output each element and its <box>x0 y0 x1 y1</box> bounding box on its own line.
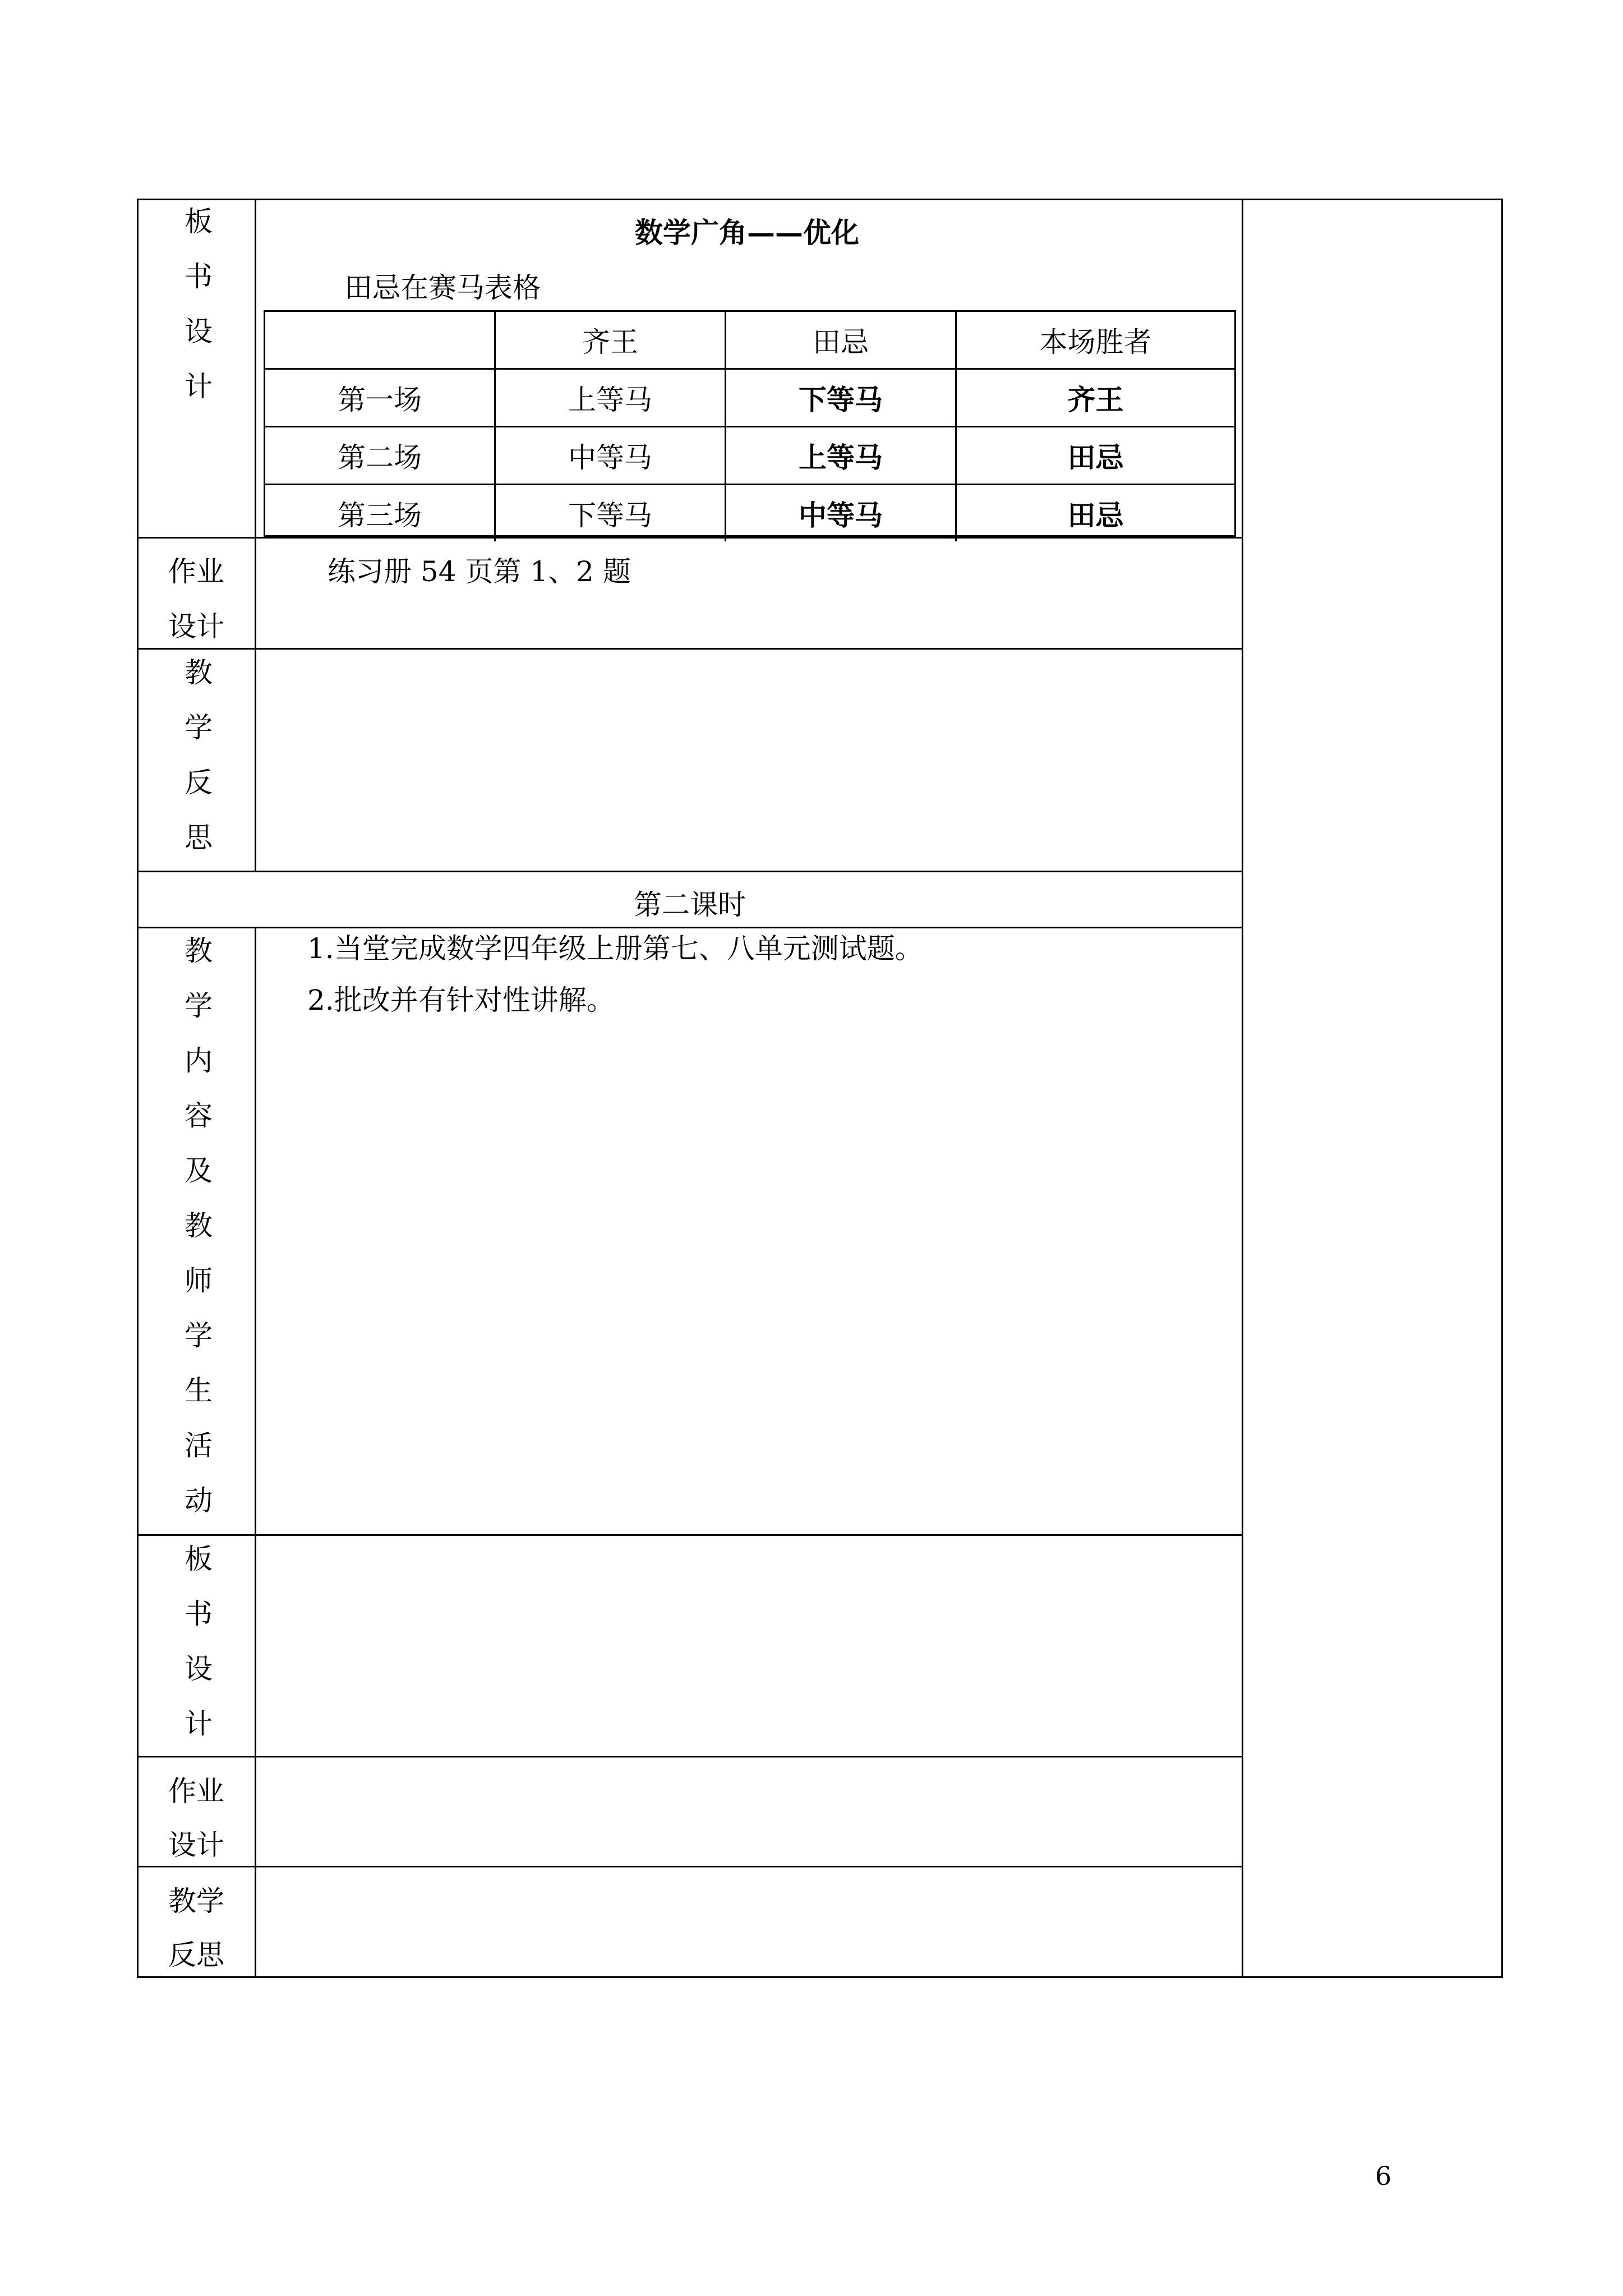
board-title: 数学广角——优化 <box>635 216 859 249</box>
table-cell: 田忌 <box>956 485 1235 542</box>
table-cell: 中等马 <box>726 485 956 542</box>
homework-label-2-line1: 作业 <box>168 1775 224 1807</box>
teaching-content-label-chars: 教学内容及教师学生活动 <box>180 936 213 1540</box>
table-row <box>265 485 1234 542</box>
homework-label-2-line2: 设计 <box>168 1829 224 1861</box>
homework-label-line1: 作业 <box>168 555 224 588</box>
table-cell: 第一场 <box>265 369 495 427</box>
table-cell: 齐王 <box>956 369 1235 427</box>
second-period-item-1: 1.当堂完成数学四年级上册第七、八单元测试题。 <box>307 932 923 965</box>
reflection-label <box>137 657 256 877</box>
board-design-label-chars: 板书设计 <box>180 206 213 426</box>
table-header-cell: 齐王 <box>495 312 726 369</box>
row-divider <box>137 1534 1243 1536</box>
table-cell: 下等马 <box>495 485 726 542</box>
table-cell: 上等马 <box>495 369 726 427</box>
table-cell: 下等马 <box>726 369 956 427</box>
table-header-row <box>265 312 1234 369</box>
row-divider <box>137 927 1243 928</box>
homework-label-line2: 设计 <box>168 610 224 643</box>
table-cell: 田忌 <box>956 427 1235 485</box>
row-divider <box>137 871 1243 872</box>
table-header-cell: 本场胜者 <box>956 312 1235 369</box>
homework-content: 练习册 54 页第 1、2 题 <box>328 555 631 588</box>
table-row <box>265 427 1234 485</box>
table-header-cell <box>265 312 495 369</box>
table-row <box>265 369 1234 427</box>
reflection-label-chars: 教学反思 <box>180 657 213 877</box>
reflection-label-2-line2: 反思 <box>168 1939 224 1971</box>
notes-column-divider <box>1242 199 1243 1978</box>
board-design-label <box>137 206 256 426</box>
table-header-cell: 田忌 <box>726 312 956 369</box>
table-cell: 中等马 <box>495 427 726 485</box>
row-divider <box>137 1756 1243 1757</box>
board-subtitle: 田忌在赛马表格 <box>344 272 541 304</box>
horse-race-table <box>264 310 1236 537</box>
table-cell: 第二场 <box>265 427 495 485</box>
row-divider <box>137 1866 1243 1867</box>
board-design-label-2-chars: 板书设计 <box>180 1544 213 1764</box>
teaching-content-label <box>137 936 256 1540</box>
table-cell: 上等马 <box>726 427 956 485</box>
second-period-item-2: 2.批改并有针对性讲解。 <box>307 984 615 1016</box>
page-number: 6 <box>1375 2161 1392 2191</box>
reflection-label-2-line1: 教学 <box>168 1885 224 1917</box>
row-divider <box>137 648 1243 650</box>
second-period-heading: 第二课时 <box>634 889 746 921</box>
table-cell: 第三场 <box>265 485 495 542</box>
board-design-label-2 <box>137 1544 256 1764</box>
